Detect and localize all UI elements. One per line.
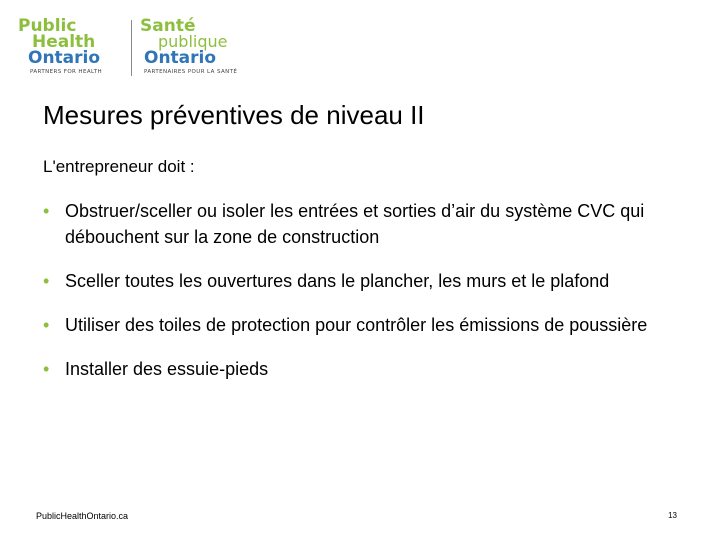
bullet-dot-icon: •	[43, 359, 50, 379]
logo-fr-tagline: PARTENAIRES POUR LA SANTÉ	[144, 69, 238, 75]
bullet-dot-icon: •	[43, 315, 50, 335]
bullet-text: Obstruer/sceller ou isoler les entrées et sorties d’air du système CVC qui débouchent sur la zone de construction	[65, 201, 645, 247]
bullet-item	[43, 356, 673, 382]
bullet-dot-icon: •	[43, 271, 50, 291]
logo-fr-line3: Ontario	[144, 48, 217, 68]
bullet-dot-icon: •	[43, 201, 50, 221]
slide-title: Mesures préventives de niveau II	[43, 100, 425, 130]
bullet-list	[43, 198, 673, 400]
logo-en-line1: Public	[18, 16, 77, 36]
footer-url: PublicHealthOntario.ca	[36, 511, 129, 521]
slide-intro: L'entrepreneur doit :	[43, 157, 195, 176]
bullet-item	[43, 198, 673, 250]
logo-en-line2: Health	[32, 32, 96, 52]
public-health-ontario-logo	[18, 18, 258, 80]
logo-fr-line1: Santé	[140, 16, 196, 36]
logo-divider	[131, 20, 132, 76]
logo-fr-line2: publique	[158, 32, 228, 51]
logo-en-tagline: PARTNERS FOR HEALTH	[30, 69, 102, 75]
page-number: 13	[668, 511, 677, 520]
bullet-item	[43, 268, 673, 294]
logo-en-line3: Ontario	[28, 48, 101, 68]
bullet-text: Sceller toutes les ouvertures dans le plancher, les murs et le plafond	[65, 271, 610, 291]
bullet-item	[43, 312, 673, 338]
bullet-text: Utiliser des toiles de protection pour contrôler les émissions de poussière	[65, 315, 648, 335]
bullet-text: Installer des essuie-pieds	[65, 359, 269, 379]
